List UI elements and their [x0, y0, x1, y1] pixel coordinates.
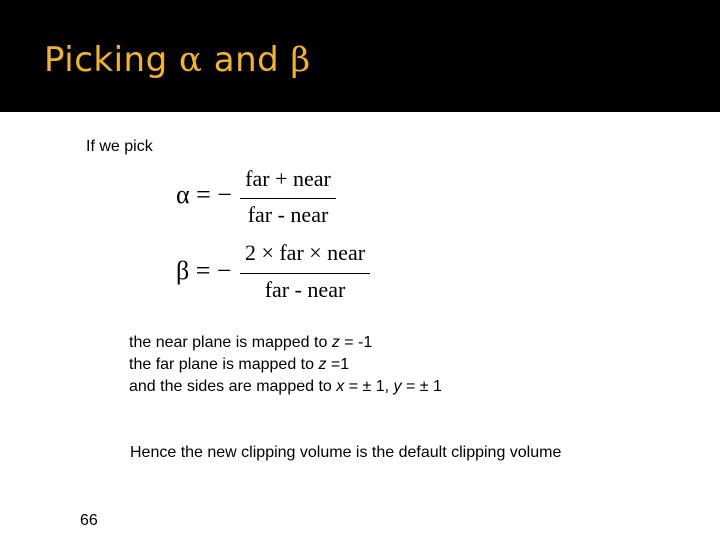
conclusion-text: Hence the new clipping volume is the default clipping volume — [130, 444, 562, 461]
sides-mid: = ± 1, — [344, 378, 394, 395]
sides-value: = ± 1 — [401, 378, 442, 395]
far-plane-var: z — [318, 356, 327, 373]
title-beta: β — [290, 40, 311, 80]
beta-fraction-bar — [240, 273, 370, 274]
beta-numerator: 2 × far × near — [244, 240, 366, 265]
near-plane-line — [129, 334, 372, 352]
near-plane-var: z — [331, 334, 340, 351]
alpha-formula — [176, 160, 376, 230]
title-and: and — [202, 40, 291, 80]
title-alpha: α — [178, 40, 203, 80]
alpha-fraction-bar — [240, 198, 336, 199]
alpha-denominator: far - near — [247, 202, 329, 227]
near-plane-value: = -1 — [339, 334, 373, 351]
far-plane-line — [129, 356, 349, 374]
sides-line — [129, 378, 442, 396]
alpha-numerator: far + near — [245, 166, 331, 191]
beta-denominator: far - near — [264, 277, 346, 302]
near-plane-text: the near plane is mapped to — [129, 334, 332, 351]
sides-text: and the sides are mapped to — [129, 378, 337, 395]
title-prefix: Picking — [44, 40, 179, 80]
sides-var-y: y — [393, 378, 402, 395]
beta-lhs: β = − — [176, 256, 232, 285]
slide-title — [44, 40, 311, 80]
page-number: 66 — [80, 512, 98, 529]
far-plane-value: =1 — [326, 356, 350, 373]
sides-var-x: x — [336, 378, 345, 395]
far-plane-text: the far plane is mapped to — [129, 356, 319, 373]
beta-formula — [176, 236, 396, 306]
alpha-lhs: α = − — [176, 180, 232, 209]
intro-text: If we pick — [86, 138, 153, 155]
title-bar — [0, 0, 720, 112]
